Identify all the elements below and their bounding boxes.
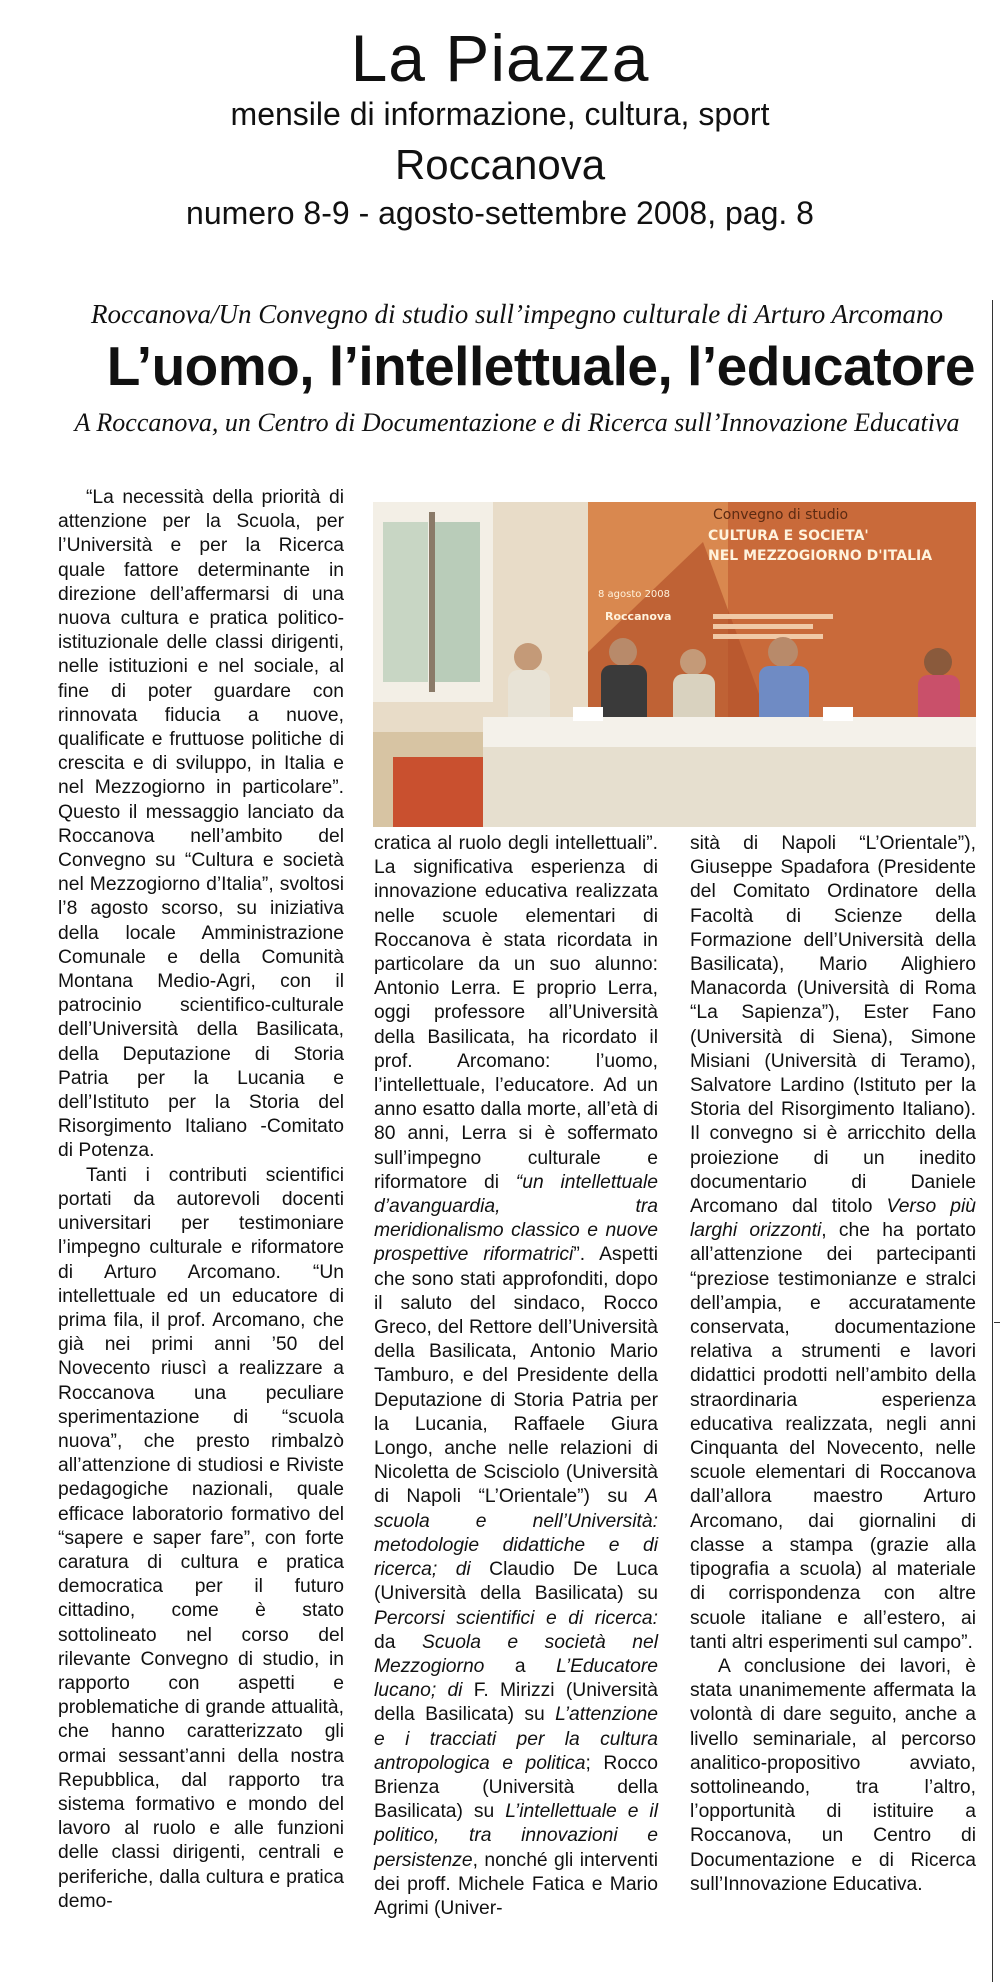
issue-line: numero 8-9 - agosto-settembre 2008, pag. 8: [186, 195, 814, 231]
article-column-2: [374, 832, 658, 1921]
col2-text-4: da: [374, 1631, 422, 1653]
article-kicker: Roccanova/Un Convegno di studio sull’impegno culturale di Arturo Arcomano: [91, 299, 943, 329]
publication-name: La Piazza: [350, 21, 650, 95]
banner-date: 8 agosto 2008: [598, 589, 671, 600]
col2-paragraph: [374, 832, 658, 1921]
col1-paragraph-1: “La necessità della priorità di attenzione per la Scuola, per l’Università e per la Ricerca quale fattore determinante in direzione dell’affermarsi di una nuova cultura e pratica politico-istituzionale delle classi dirigenti, nelle istituzioni e nel sociale, al fine di poter guardare con rinnovata fiducia a nuove, qualificate e fruttuose politiche di crescita e di sviluppo, in Italia e nel Mezzogiorno in particolare”. Questo il messaggio lanciato da Roccanova nell’ambito del Convegno su “Cultura e società nel Mezzogiorno d’Italia”, svoltosi l’8 agosto scorso, su iniziativa della locale Amministrazione Comunale e della Comunità Montana Medio-Agri, con il patrocinio scientifico-culturale dell’Università della Basilicata, della Deputazione di Storia Patria per la Lucania e dell’Istituto per la Storia del Risorgimento Italiano -Comitato di Potenza.: [58, 487, 344, 1162]
col2-italic-3: Percorsi scientifici e di ricerca:: [374, 1607, 658, 1629]
col3-paragraph-1: [690, 832, 976, 1655]
col3-text-1: sità di Napoli “L’Orientale”), Giuseppe Spadafora (Presidente del Comitato Ordinatore della Facoltà di Scienze della Formazione dell’Università della Basilicata), Mario Alighiero Manacorda (Università di Roma “La Sapienza”), Ester Fano (Università di Siena), Simone Misiani (Università di Teramo), Salvatore Lardino (Istituto per la Storia del Risorgimento Italiano). Il convegno si è arricchito della proiezione di un inedito documentario di Daniele Arcomano dal titolo: [690, 833, 976, 1218]
col2-italic-1: “un intellettuale d’avanguardia, tra meridionalismo classico e nuove prospettive riformatrici: [374, 1171, 658, 1266]
col2-text-6: F. Mirizzi (Università della Basilicata) su: [374, 1680, 658, 1726]
article-headline: L’uomo, l’intellettuale, l’educatore: [106, 335, 975, 397]
banner-line3: NEL MEZZOGIORNO D'ITALIA: [708, 548, 933, 564]
col2-italic-7: L’intellettuale e il politico, tra innovazioni e persistenze: [374, 1801, 658, 1871]
col2-italic-6: L’attenzione e i tracciati per la cultura antropologica e politica: [374, 1704, 658, 1774]
publication-town: Roccanova: [394, 141, 606, 188]
col2-text-2: ”. Aspetti che sono stati approfonditi, dopo il saluto del sindaco, Rocco Greco, del Rettore dell’Università della Basilicata, Antonio Mario Tamburo, e del Presidente della Deputazione di Storia Patria per la Lucania, Raffaele Giura Longo, anche nelle relazioni di Nicoletta de Scisciolo (Università di Napoli “L’Orientale”) su: [374, 1244, 659, 1508]
col1-paragraph-2: Tanti i contributi scientifici portati da autorevoli docenti universitari per testimoniare l’impegno culturale e riformatore di Arturo Arcomano. “Un intellettuale ed un educatore di prima fila, il prof. Arcomano, che già nei primi anni ’50 del Novecento riuscì a realizzare a Roccanova una peculiare sperimentazione di “scuola nuova”, che presto rimbalzò all’attenzione di studiosi e Riviste pedagogiche nazionali, quale efficace laboratorio formativo del “sapere e saper fare”, con forte caratura di cultura e pratica democratica per il futuro cittadino, come è stato sottolineato nel corso del rilevante Convegno di studio, in rapporto con aspetti e problematiche di grande attualità, che hanno caratterizzato gli ormai sessant’anni della nostra Repubblica, dal rapporto tra sistema formativo e mondo del lavoro al ruolo e alle funzioni delle classi dirigenti, centrali e periferiche, dalla cultura e pratica demo-: [58, 1164, 344, 1912]
conference-photo: [373, 502, 976, 827]
col3-italic-1: Verso più larghi orizzonti: [690, 1196, 976, 1242]
col2-italic-4: Scuola e società nel Mezzogiorno: [374, 1631, 658, 1677]
col2-italic-5: L’Educatore lucano; di: [374, 1655, 658, 1702]
article-column-1: [58, 486, 344, 1914]
article-column-3: [690, 832, 976, 1897]
col2-text-7: ; Rocco Brienza (Università della Basilicata) su: [374, 1752, 658, 1823]
publication-tagline: mensile di informazione, cultura, sport: [230, 96, 770, 132]
col2-text-3: Claudio De Luca (Università della Basilicata) su: [374, 1559, 658, 1605]
banner-line1: Convegno di studio: [713, 507, 849, 523]
col2-italic-2: A scuola e nell’Università: metodologie didattiche e di ricerca; di: [374, 1486, 658, 1581]
page-edge-tick: [994, 1322, 1000, 1323]
col3-text-2: , che ha portato all’attenzione dei partecipanti “preziose testimonianze e stralci dell’ampia, e accuratamente conservata, documentazione relativa a strumenti e lavori didattici prodotti nell’ambito della straordinaria esperienza educativa realizzata, negli anni Cinquanta del Novecento, nelle scuole elementari di Roccanova dall’allora maestro Arturo Arcomano, dai giornalini di classe a stampa (grazie alla tipografia a scuola) al materiale di corrispondenza con altre scuole italiane e all’estero, ai tanti altri esperimenti sul campo”.: [690, 1220, 976, 1653]
page-edge-rule: [992, 300, 993, 1982]
banner-line2: CULTURA E SOCIETA': [708, 528, 869, 544]
col2-text-1: cratica al ruolo degli intellettuali”. La significativa esperienza di innovazione educativa realizzata nelle scuole elementari di Roccanova è stata ricordata in particolare da un suo alunno: Antonio Lerra. E proprio Lerra, oggi professore all’Università della Basilicata, ha ricordato il prof. Arcomano: l’uomo, l’intellettuale, l’educatore. Ad un anno esatto dalla morte, all’età di 80 anni, Lerra si è soffermato sull’impegno culturale e riformatore di: [374, 833, 658, 1193]
banner-place: Roccanova: [605, 610, 672, 623]
article-subhead: A Roccanova, un Centro di Documentazione e di Ricerca sull’Innovazione Educativa: [74, 408, 960, 437]
col3-paragraph-2: A conclusione dei lavori, è stata unanimemente affermata la volontà di dare seguito, anche a livello seminariale, al percorso analitico-propositivo avviato, sottolineando, tra l’altro, l’opportunità di istituire a Roccanova, un Centro di Documentazione e di Ricerca sull’Innovazione Educativa.: [690, 1655, 976, 1895]
col2-text-8: , nonché gli interventi dei proff. Michele Fatica e Mario Agrimi (Univer-: [374, 1849, 658, 1919]
col2-text-5: a: [484, 1655, 557, 1677]
